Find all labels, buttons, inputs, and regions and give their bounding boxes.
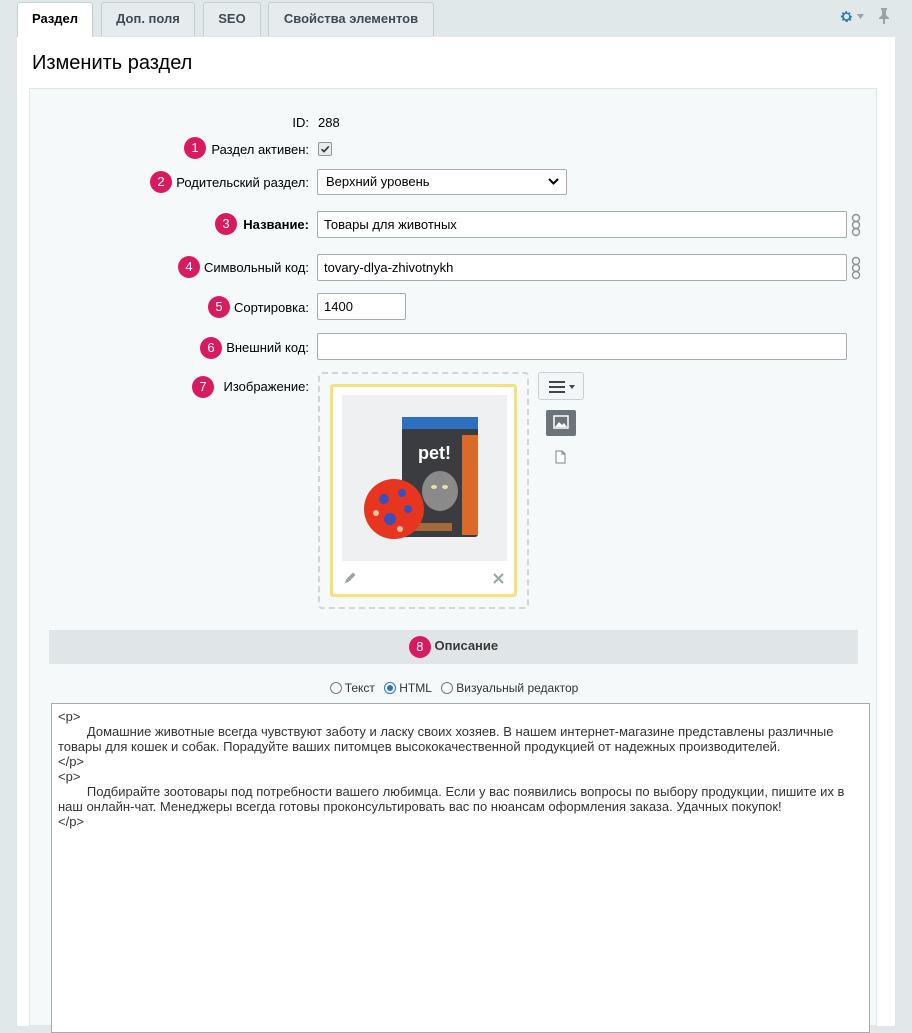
mode-visual-label: Визуальный редактор <box>456 681 579 695</box>
name-input[interactable] <box>317 211 847 238</box>
tab-extra-fields[interactable]: Доп. поля <box>101 2 195 36</box>
parent-select-value: Верхний уровень <box>326 174 430 189</box>
badge-3: 3 <box>215 213 237 235</box>
mode-visual-option[interactable] <box>441 681 578 695</box>
checkmark-icon <box>319 143 331 155</box>
description-title: Описание <box>434 638 499 653</box>
active-label: Раздел активен: <box>211 142 309 157</box>
settings-gear-icon[interactable] <box>839 9 864 24</box>
mode-html-option[interactable] <box>384 681 432 695</box>
image-preview[interactable] <box>342 395 507 561</box>
mode-html-radio[interactable] <box>384 682 396 694</box>
page-title: Изменить раздел <box>32 52 193 74</box>
badge-7: 7 <box>192 376 214 398</box>
section-form <box>29 88 877 1026</box>
id-label: ID: <box>292 115 309 130</box>
mode-text-label: Текст <box>344 681 375 695</box>
tab-element-properties[interactable]: Свойства элементов <box>268 2 434 36</box>
tab-section[interactable]: Раздел <box>17 2 93 38</box>
transliterate-link-icon[interactable] <box>850 256 862 283</box>
pin-icon[interactable] <box>878 8 890 24</box>
edit-panel <box>17 37 895 1026</box>
menu-button[interactable] <box>538 372 584 400</box>
name-label: Название: <box>243 217 309 232</box>
svg-text:pet!: pet! <box>418 443 451 463</box>
chevron-down-icon <box>548 178 559 185</box>
image-library-button[interactable] <box>546 410 576 436</box>
id-value: 288 <box>318 115 340 130</box>
image-dropzone[interactable] <box>318 372 529 609</box>
file-icon[interactable] <box>555 450 566 467</box>
external-code-label: Внешний код: <box>226 340 309 355</box>
sort-input[interactable] <box>317 293 406 320</box>
badge-6: 6 <box>200 337 222 359</box>
badge-1: 1 <box>184 137 206 159</box>
editor-mode-selector <box>30 681 878 697</box>
mode-text-radio[interactable] <box>330 682 342 694</box>
pet-food-product-image <box>342 395 507 561</box>
transliterate-link-icon[interactable] <box>850 213 862 240</box>
badge-2: 2 <box>150 171 172 193</box>
description-html-editor[interactable]: <p> Домашние животные всегда чувствуют заботу и ласку своих хозяев. В нашем интернет-магазине представлены различные товары для кошек и собак. Порадуйте ваших питомцев высококачественной продукцией от надежных производителей. </p> <p> Подбирайте зоотовары под потребности вашего любимца. Если у вас появились вопросы по выбору продукции, пишите их в наш онлайн-чат. Менеджеры всегда готовы проконсультировать вас по нюансам оформления заказа. Удачных покупок! </p> <box>51 703 870 1033</box>
delete-close-icon[interactable] <box>493 572 504 587</box>
sort-label: Сортировка: <box>234 300 309 315</box>
badge-4: 4 <box>178 256 200 278</box>
active-checkbox[interactable] <box>318 142 332 156</box>
symbolic-code-input[interactable] <box>317 254 847 281</box>
image-label: Изображение: <box>223 379 309 394</box>
image-card <box>330 384 517 597</box>
tab-seo[interactable]: SEO <box>203 2 261 36</box>
parent-label: Родительский раздел: <box>176 175 309 190</box>
badge-5: 5 <box>208 296 230 318</box>
mode-visual-radio[interactable] <box>441 682 453 694</box>
picture-icon <box>546 410 576 436</box>
edit-pencil-icon[interactable] <box>344 571 357 587</box>
hamburger-menu-icon <box>539 373 585 401</box>
chevron-down-icon <box>857 14 864 19</box>
tab-bar <box>0 0 912 38</box>
mode-html-label: HTML <box>399 681 432 695</box>
mode-text-option[interactable] <box>330 681 375 695</box>
code-label: Символьный код: <box>203 260 309 275</box>
parent-section-select[interactable] <box>317 169 567 195</box>
description-section-header <box>49 630 858 664</box>
badge-8: 8 <box>409 636 431 658</box>
external-code-input[interactable] <box>317 333 847 360</box>
